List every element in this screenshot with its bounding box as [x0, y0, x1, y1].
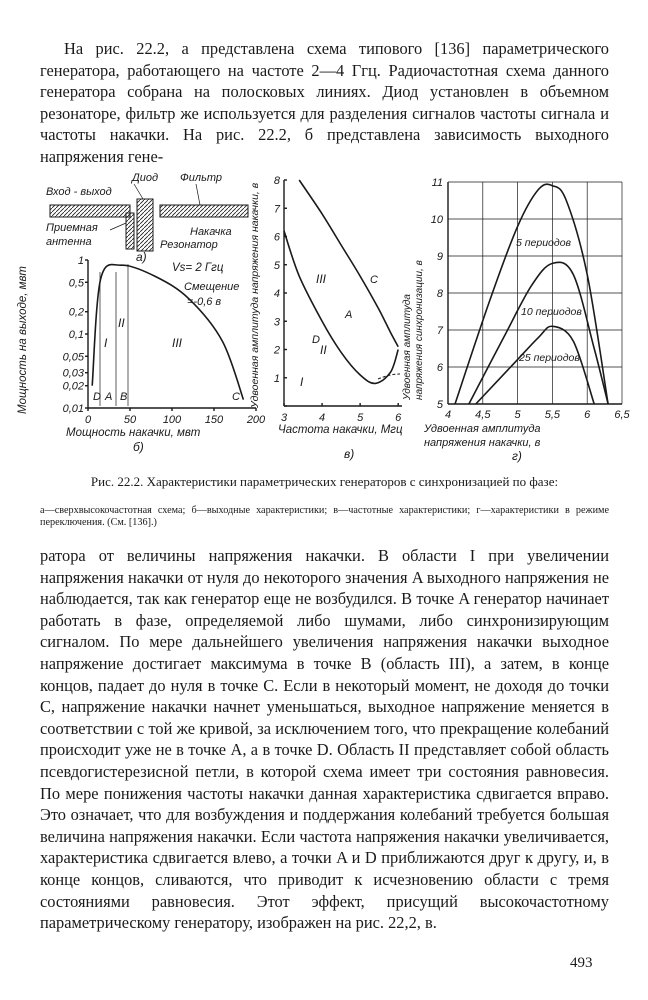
- panel-b-chart: [17, 255, 266, 454]
- panel-b-ytick-label: 1: [77, 255, 84, 267]
- panel-b-xtick-label: 100: [162, 414, 182, 426]
- panel-a-schematic: [46, 172, 248, 264]
- panel-d-ylabel-2: напряжения синхронизации, в: [414, 260, 425, 400]
- panel-b-point-a: A: [105, 391, 113, 403]
- panel-b-ytick-label: 0,5: [68, 277, 84, 290]
- figure-caption-legend: а—сверхвысокочастотная схема; б—выходные характеристики; в—частотные характеристики; г—характеристики в режиме переключения. (См. [136].): [40, 505, 609, 528]
- panel-b-ytick-label: 0,03: [62, 367, 84, 380]
- panel-d-panel-label: г): [512, 449, 522, 463]
- antenna-stub: [126, 213, 134, 249]
- panel-c-ytick-label: 4: [273, 288, 280, 300]
- panel-b-point-d: D: [93, 391, 101, 403]
- panel-d-curve-5: [455, 184, 608, 404]
- stripline-input: [50, 205, 130, 217]
- panel-c-ytick-label: 6: [273, 231, 280, 244]
- panel-c-point-c: C: [370, 274, 378, 286]
- panel-d-curve-25: [476, 326, 594, 404]
- panel-c-xtick-label: 4: [319, 412, 326, 424]
- panel-c-ylabel: Удвоенная амплитуда напряжения накачки, в: [249, 182, 261, 408]
- panel-c-region-2: II: [320, 343, 327, 357]
- panel-b-note-offset2: =-0,6 в: [187, 296, 222, 308]
- panel-c-region-3: III: [316, 272, 327, 286]
- panel-c-ytick-label: 2: [273, 344, 280, 357]
- panel-c-xtick-label: 6: [395, 412, 402, 424]
- panel-b-ytick-label: 0,01: [62, 403, 84, 415]
- panel-b-ytick-label: 0,02: [62, 380, 84, 393]
- panel-b-ytick-label: 0,1: [68, 329, 84, 341]
- diode-block: [137, 199, 153, 251]
- panel-d-label-5: 5 периодов: [516, 237, 572, 249]
- paragraph-2: ратора от величины напряжения накачки. В области I при увеличении напряжения накачки от нуля до некоторого значения A выходного напряжения не наблюдается, так как генератор еще не возбудился. В точке A генератор начинает работать в фазе, определяемой либо шумами, либо синхронизирующим сигналом. По мере дальнейшего увеличения напряжения накачки выходное напряжение достигает максимума в точке B (область III), а затем, в конце концов, падает до нуля в точке C. Если в некоторый момент, не доходя до точки C, напряжение накачки начнет уменьшаться, выходное напряжение меняется в соответствии с той же кривой, за исключением того, что прекращение колебаний происходит уже не в точке A, а в точке D. Область II представляет собой область псевдогистерезисной петли, в которой схема имеет три состояния равновесия. По мере понижения частоты накачки данная характеристика сдвигается вправо. Это означает, что для возбуждения и поддержания колебаний требуется большая величина напряжения накачки. Если частота напряжения накачки увеличивается, характеристика сдвигается влево, а точки A и D приближаются друг к другу, и, в конце концов, сливаются, что приводит к исчезновению области с тремя состояниями равновесия. Этот эффект, присущий высокочастотному параметрическому генератору, изображен на рис. 22,2, в.: [40, 546, 609, 933]
- panel-d-xtick-label: 4: [444, 409, 452, 421]
- panel-c-ytick-label: 1: [273, 372, 280, 385]
- panel-d-label-10: 10 периодов: [521, 306, 582, 318]
- panel-b-xlabel: Мощность накачки, мвт: [66, 427, 201, 439]
- panel-d-ytick-label: 5: [436, 399, 443, 411]
- panel-b-ytick-label: 0,2: [68, 306, 84, 319]
- panel-b-note-offset1: Смещение: [184, 281, 240, 293]
- panel-c-point-a: A: [345, 309, 353, 321]
- panel-a-label: а): [136, 250, 147, 264]
- figure-caption: Рис. 22.2. Характеристики параметрических генераторов с синхронизацией по фазе:: [90, 474, 559, 489]
- panel-b-point-c: C: [232, 391, 240, 403]
- label-pump: Накачка: [190, 226, 232, 238]
- panel-b-xtick-label: 200: [246, 414, 266, 426]
- panel-b-panel-label: б): [133, 440, 144, 454]
- label-antenna-2: антенна: [46, 236, 92, 248]
- panel-c-xtick-label: 3: [280, 412, 288, 424]
- label-filter: Фильтр: [180, 172, 223, 184]
- panel-d-xlabel1: Удвоенная амплитуда: [424, 423, 541, 435]
- panel-c-ytick-label: 7: [273, 203, 280, 216]
- panel-c-xlabel: Частота накачки, Мгц: [278, 424, 403, 436]
- panel-c-ytick-label: 5: [273, 259, 280, 272]
- paragraph-1: На рис. 22.2, а представлена схема типового [136] параметрического генератора, работающего на частоте 2—4 Ггц. Радиочастотная схема данного генератора собрана на полосковых линиях. Диод установлен в объемном резонаторе, фильтр же используется для разделения сигналов частоты сигнала и частоты накачки. На рис. 22.2, б представлена зависимость выходного напряжения гене-: [40, 39, 609, 166]
- panel-d-xtick-label: 6,5: [614, 409, 630, 421]
- panel-b-xtick-label: 150: [204, 414, 224, 426]
- panel-c-upper-curve: [299, 180, 398, 347]
- panel-b-region-2: II: [118, 316, 125, 330]
- panel-c-chart: [249, 175, 403, 461]
- label-resonator: Резонатор: [160, 239, 218, 251]
- panel-d-xtick-label: 5,5: [544, 409, 561, 421]
- label-antenna-1: Приемная: [46, 222, 98, 234]
- panel-b-xtick-label: 0: [84, 414, 92, 426]
- panel-d-xtick-label: 6: [584, 409, 591, 421]
- panel-d-ytick-label: 10: [430, 214, 443, 226]
- panel-c-ytick-label: 3: [273, 316, 280, 329]
- panel-b-xtick-label: 50: [123, 414, 137, 426]
- panel-b-region-3: III: [172, 336, 183, 350]
- page-number: 493: [570, 955, 593, 971]
- panel-b-ytick-label: 0,05: [62, 351, 84, 364]
- panel-d-xtick-label: 4,5: [475, 409, 491, 421]
- label-diode: Диод: [132, 172, 159, 184]
- panel-d-chart: [402, 177, 631, 463]
- panel-c-panel-label: в): [344, 447, 355, 461]
- label-input-output: Вход - выход: [46, 186, 112, 198]
- filter-block: [160, 205, 248, 217]
- panel-d-ylabel: Удвоенная амплитуда: [402, 294, 413, 400]
- panel-b-point-b: B: [120, 391, 128, 403]
- panel-d-ytick-label: 11: [431, 177, 443, 189]
- panel-c-lower-curve: [284, 231, 398, 384]
- panel-c-region-1: I: [300, 375, 304, 389]
- figure-22-2: [0, 168, 648, 468]
- panel-d-ytick-label: 9: [436, 251, 443, 263]
- panel-d-ytick-label: 7: [436, 325, 443, 337]
- panel-b-ylabel: Мощность на выходе, мвт: [17, 266, 29, 414]
- panel-c-xtick-label: 5: [357, 412, 364, 424]
- panel-d-label-25: 25 периодов: [519, 352, 580, 364]
- panel-c-point-d: D: [312, 334, 320, 346]
- panel-d-xlabel2: напряжения накачки, в: [424, 437, 541, 449]
- panel-d-xtick-label: 5: [514, 409, 521, 421]
- panel-d-ytick-label: 8: [436, 288, 443, 300]
- panel-b-region-1: I: [104, 336, 108, 350]
- panel-c-ytick-label: 8: [273, 175, 280, 187]
- panel-d-ytick-label: 6: [436, 362, 443, 374]
- panel-b-note-freq: Vs= 2 Ггц: [172, 262, 224, 274]
